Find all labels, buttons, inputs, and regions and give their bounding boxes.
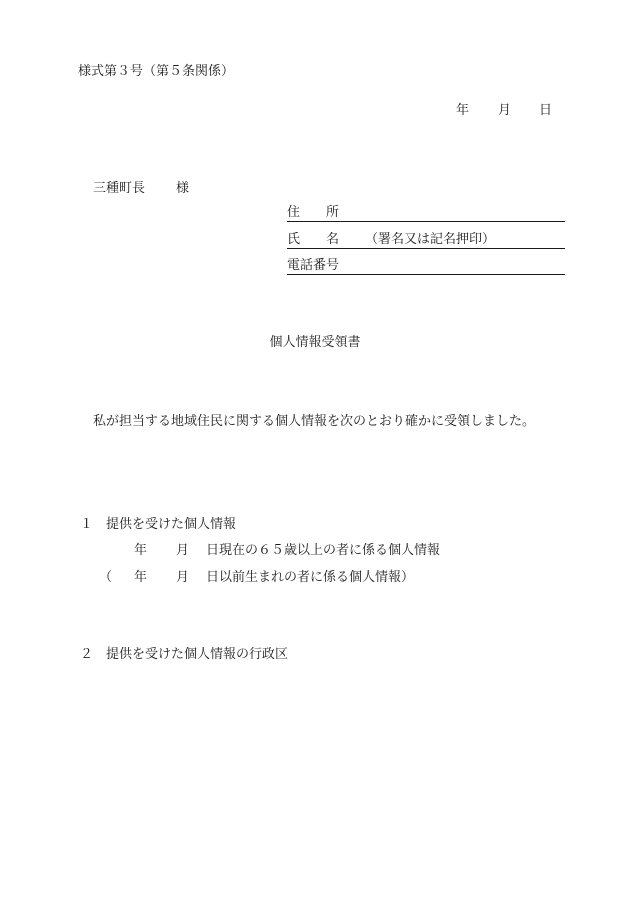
section1-line1-year: 年 — [134, 543, 148, 558]
date-month-label: 月 — [498, 103, 512, 118]
phone-field[interactable] — [287, 258, 565, 275]
name-label: 氏 名 — [287, 232, 340, 247]
date-day-label: 日 — [539, 103, 553, 118]
name-field[interactable] — [287, 232, 565, 249]
address-label: 住 所 — [287, 205, 340, 220]
document-title: 個人情報受領書 — [269, 335, 361, 350]
section1-line2-month: 月 — [176, 570, 190, 585]
addressee-honorific: 様 — [176, 181, 190, 196]
form-label: 様式第３号（第５条関係） — [78, 64, 235, 79]
name-note: （署名又は記名押印） — [365, 232, 496, 247]
section1-line2-open-paren: （ — [99, 570, 113, 585]
phone-label: 電話番号 — [287, 258, 340, 273]
address-field[interactable] — [287, 205, 565, 222]
statement-text: 私が担当する地域住民に関する個人情報を次のとおり確かに受領しました。 — [93, 414, 536, 429]
section2-heading: ２ 提供を受けた個人情報の行政区 — [80, 647, 289, 662]
addressee-name: 三種町長 — [93, 181, 146, 196]
section1-heading: １ 提供を受けた個人情報 — [80, 517, 237, 532]
section1-line1-month: 月 — [176, 543, 190, 558]
section1-line1-text: 日現在の６５歳以上の者に係る個人情報 — [206, 543, 441, 558]
date-year-label: 年 — [456, 103, 470, 118]
section1-line2-text: 日以前生まれの者に係る個人情報） — [206, 570, 415, 585]
section1-line2-year: 年 — [134, 570, 148, 585]
